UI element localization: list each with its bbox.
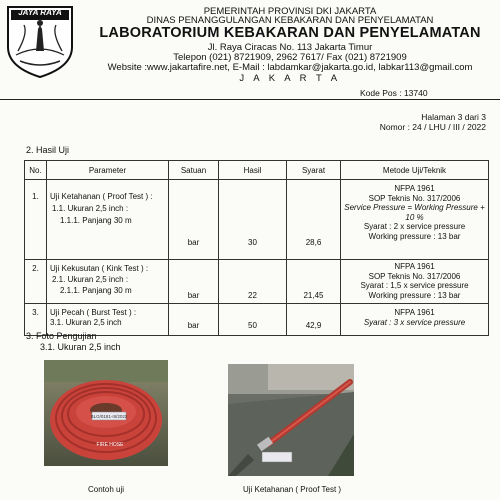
parameter-title: Uji Kekusutan ( Kink Test ) : <box>50 264 149 273</box>
col-header-result: Hasil <box>219 161 287 180</box>
requirement-cell: 21,45 <box>287 260 341 304</box>
parameter-size: 3.1. Ukuran 2,5 inch <box>50 318 122 327</box>
logo-text: JAYA RAYA <box>18 8 62 17</box>
method-working-pressure: Working pressure : 13 bar <box>368 290 461 300</box>
col-header-parameter: Parameter <box>47 161 169 180</box>
header-government: PEMERINTAH PROVINSI DKI JAKARTA <box>203 6 377 17</box>
header-department: DINAS PENANGGULANGAN KEBAKARAN DAN PENYELAMATAN <box>146 15 434 26</box>
parameter-length: 1.1.1. Panjang 30 m <box>60 216 132 225</box>
hose-print-text: FIRE HOSE <box>96 442 124 448</box>
header-divider <box>0 99 500 100</box>
caption-test-sample: Contoh uji <box>87 485 125 494</box>
method-standard: NFPA 1961 <box>394 308 435 317</box>
parameter-cell <box>47 180 169 260</box>
header-city: J A K A R T A <box>239 73 341 84</box>
result-cell: 50 <box>219 304 287 336</box>
section-subtitle-size: 3.1. Ukuran 2,5 inch <box>40 342 121 352</box>
method-working-pressure: Working pressure : 13 bar <box>368 231 461 241</box>
parameter-size: 2.1. Ukuran 2,5 inch : <box>52 275 129 284</box>
result-cell: 22 <box>219 260 287 304</box>
unit-cell: bar <box>169 260 219 304</box>
photo-proof-test <box>228 364 354 476</box>
header-address: Jl. Raya Ciracas No. 113 Jakarta Timur <box>207 42 373 53</box>
photo-test-sample <box>44 360 168 466</box>
col-header-requirement: Syarat <box>287 161 341 180</box>
table-row <box>25 180 489 260</box>
results-table <box>24 160 489 336</box>
table-header-row <box>25 161 489 180</box>
page-number: Halaman 3 dari 3 <box>421 112 486 122</box>
requirement-cell: 28,6 <box>287 180 341 260</box>
section-title-results: 2. Hasil Uji <box>26 145 70 155</box>
parameter-title: Uji Pecah ( Burst Test ) : <box>50 308 137 317</box>
method-cell <box>341 304 489 336</box>
row-number: 2. <box>25 260 47 304</box>
method-requirement: Syarat : 1,5 x service pressure <box>360 281 469 290</box>
method-formula: Service Pressure = Working Pressure + 10 % <box>344 203 485 222</box>
method-requirement: Syarat : 3 x service pressure <box>363 317 466 327</box>
header-lab-name: LABORATORIUM KEBAKARAN DAN PENYELAMATAN <box>99 25 481 41</box>
col-header-method: Metode Uji/Teknik <box>341 161 489 180</box>
section-title-photos: 3. Foto Pengujian <box>26 331 97 341</box>
method-requirement: Syarat : 2 x service pressure <box>363 222 466 231</box>
requirement-cell: 42,9 <box>287 304 341 336</box>
header-phone: Telepon (021) 8721909, 2962 7617/ Fax (021) 8721909 <box>173 52 407 63</box>
unit-cell: bar <box>169 304 219 336</box>
caption-proof-test: Uji Ketahanan ( Proof Test ) <box>242 485 342 494</box>
parameter-title: Uji Ketahanan ( Proof Test ) : <box>50 192 153 201</box>
col-header-unit: Satuan <box>169 161 219 180</box>
method-standard: NFPA 1961 <box>394 184 435 193</box>
method-sop: SOP Teknis No. 317/2006 <box>368 271 461 281</box>
method-cell <box>341 260 489 304</box>
header-website-email: Website :www.jakartafire.net, E-Mail : labdamkar@jakarta.go.id, labkar113@gmail.com <box>107 62 473 73</box>
parameter-cell <box>47 260 169 304</box>
method-sop: SOP Teknis No. 317/2006 <box>368 193 461 203</box>
table-row <box>25 260 489 304</box>
unit-cell: bar <box>169 180 219 260</box>
method-cell <box>341 180 489 260</box>
row-number: 1. <box>25 180 47 260</box>
sample-tag-text: BLG/0181-III/2022 <box>90 414 128 419</box>
parameter-size: 1.1. Ukuran 2,5 inch : <box>52 204 129 213</box>
row-number: 3. <box>25 304 47 336</box>
result-cell: 30 <box>219 180 287 260</box>
method-standard: NFPA 1961 <box>394 262 435 271</box>
parameter-length: 2.1.1. Panjang 30 m <box>60 286 132 295</box>
postal-code: Kode Pos : 13740 <box>360 88 428 98</box>
document-number: Nomor : 24 / LHU / III / 2022 <box>379 122 486 132</box>
col-header-no: No. <box>25 161 47 180</box>
